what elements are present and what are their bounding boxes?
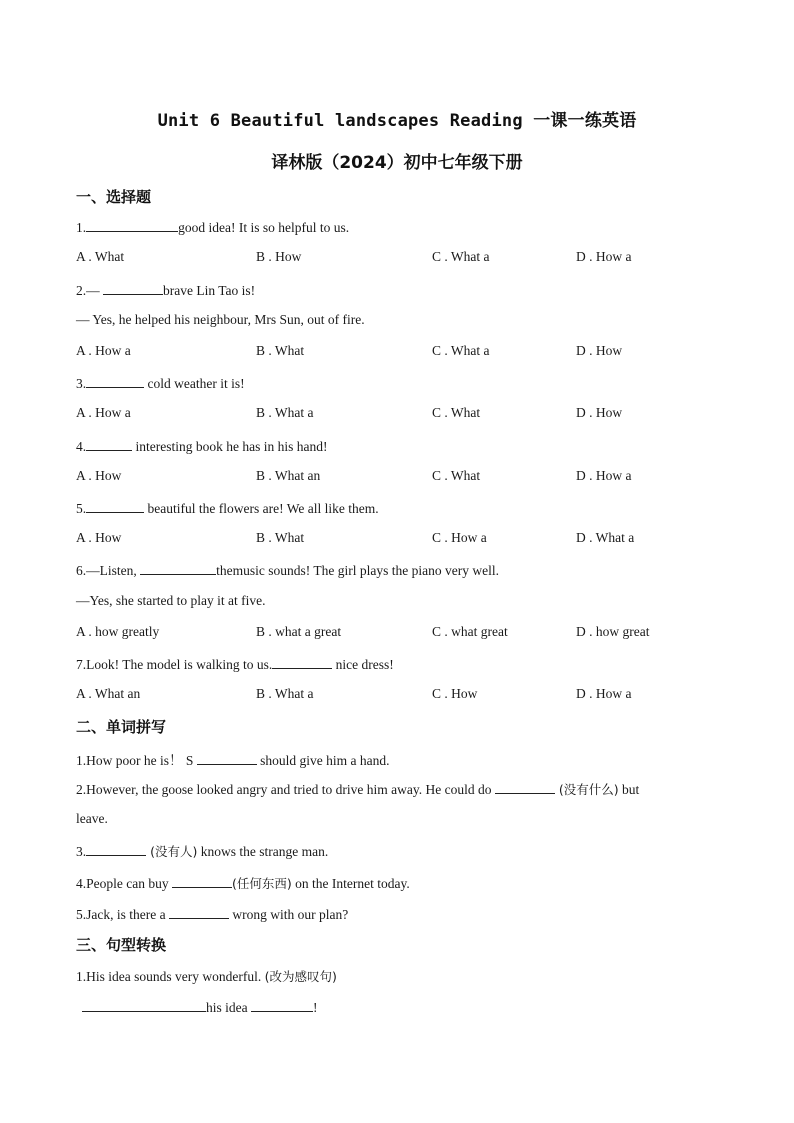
question-5 [76,499,379,517]
option-c[interactable]: C . What [432,405,481,420]
question-text: interesting book he has in his hand! [132,439,328,454]
option-b[interactable]: B . what a great [256,624,342,639]
question-number: 2.— [76,283,103,298]
option-b[interactable]: B . What [256,530,305,545]
option-b[interactable]: B . What an [256,468,321,483]
question-text: his idea [206,1000,251,1015]
question-6-reply: —Yes, she started to play it at five. [76,593,266,608]
answer-blank[interactable] [86,218,178,232]
question-number: 5. [76,501,87,516]
answer-blank[interactable] [86,437,132,451]
answer-blank[interactable] [86,374,144,388]
option-c[interactable]: C . What [432,468,481,483]
options-q7 [76,686,736,704]
option-a[interactable]: A . How [76,530,122,545]
option-b[interactable]: B . What a [256,405,314,420]
option-b[interactable]: B . What a [256,686,314,701]
question-2 [76,281,255,299]
answer-blank[interactable] [103,281,163,295]
option-c[interactable]: C . How a [432,530,487,545]
spelling-1 [76,749,389,769]
question-text: 4.People can buy [76,876,172,891]
question-number: 6.—Listen, [76,563,141,578]
section-heading-spelling: 二、单词拼写 [76,718,167,736]
question-text: 1.How poor he is！ S [76,753,197,768]
answer-blank[interactable] [86,842,146,856]
question-text: good idea! It is so helpful to us. [178,220,350,235]
spelling-4 [76,874,410,892]
question-6 [76,561,499,579]
question-text: brave Lin Tao is! [163,283,256,298]
question-text: beautiful the flowers are! We all like them. [144,501,379,516]
answer-blank[interactable] [86,499,144,513]
spelling-5 [76,905,348,923]
option-a[interactable]: A . How a [76,405,131,420]
option-d[interactable]: D . How a [576,468,632,483]
answer-blank[interactable] [172,874,232,888]
answer-blank[interactable] [169,905,229,919]
question-3 [76,374,245,392]
option-c[interactable]: C . What a [432,343,490,358]
question-text: cold weather it is! [144,376,245,391]
question-number: 1. [76,220,87,235]
option-c[interactable]: C . What a [432,249,490,264]
option-a[interactable]: A . how greatly [76,624,160,639]
options-q2 [76,343,736,361]
option-b[interactable]: B . How [256,249,302,264]
option-c[interactable]: C . what great [432,624,508,639]
option-d[interactable]: D . What a [576,530,635,545]
question-2-reply: — Yes, he helped his neighbour, Mrs Sun, out of fire. [76,312,365,327]
option-b[interactable]: B . What [256,343,305,358]
question-text: but [618,782,640,797]
question-text: 5.Jack, is there a [76,907,169,922]
spelling-2-continued: leave. [76,811,108,826]
chinese-hint: (任何东西) [231,876,292,891]
chinese-hint: (改为感叹句) [264,969,337,984]
options-q1 [76,249,736,267]
answer-blank[interactable] [272,655,332,669]
option-d[interactable]: D . How [576,343,623,358]
question-number: 7.Look! The model is walking to us. [76,657,273,672]
option-c[interactable]: C . How [432,686,478,701]
answer-blank[interactable] [495,780,555,794]
section-heading-sentence-transform: 三、句型转换 [76,936,167,954]
question-7 [76,655,394,673]
question-text: themusic sounds! The girl plays the piano very well. [216,563,499,578]
document-title: Unit 6 Beautiful landscapes Reading 一课一练英语 [157,111,637,131]
document-subtitle: 译林版（2024）初中七年级下册 [271,153,523,173]
answer-blank[interactable] [140,561,216,575]
question-text: on the Internet today. [291,876,410,891]
question-text: knows the strange man. [197,844,329,859]
options-q6 [76,624,736,642]
option-d[interactable]: D . How [576,405,623,420]
question-text: should give him a hand. [256,753,390,768]
options-q5 [76,530,736,548]
chinese-hint: (没有人) [146,844,198,859]
question-text: nice dress! [332,657,394,672]
spelling-2 [76,780,639,798]
question-number: 3. [76,844,87,859]
question-4 [76,437,327,455]
option-a[interactable]: A . How [76,468,122,483]
option-a[interactable]: A . What an [76,686,141,701]
question-text: 1.His idea sounds very wonderful. [76,969,265,984]
question-text: wrong with our plan? [228,907,349,922]
section-heading-choice: 一、选择题 [76,188,152,206]
question-number: 4. [76,439,87,454]
option-d[interactable]: D . How a [576,686,632,701]
answer-blank[interactable] [251,998,313,1012]
chinese-hint: (没有什么) [554,782,619,797]
options-q3 [76,405,736,423]
option-a[interactable]: A . What [76,249,125,264]
question-number: 3. [76,376,87,391]
option-d[interactable]: D . How a [576,249,632,264]
option-d[interactable]: D . how great [576,624,650,639]
options-q4 [76,468,736,486]
question-text: 2.However, the goose looked angry and tried to drive him away. He could do [76,782,495,797]
answer-blank[interactable] [197,751,257,765]
transform-1 [76,967,337,985]
transform-1-answer-line [82,998,318,1016]
question-1 [76,218,349,236]
option-a[interactable]: A . How a [76,343,131,358]
spelling-3 [76,842,328,860]
punctuation: ! [313,1000,318,1015]
answer-blank[interactable] [82,998,206,1012]
